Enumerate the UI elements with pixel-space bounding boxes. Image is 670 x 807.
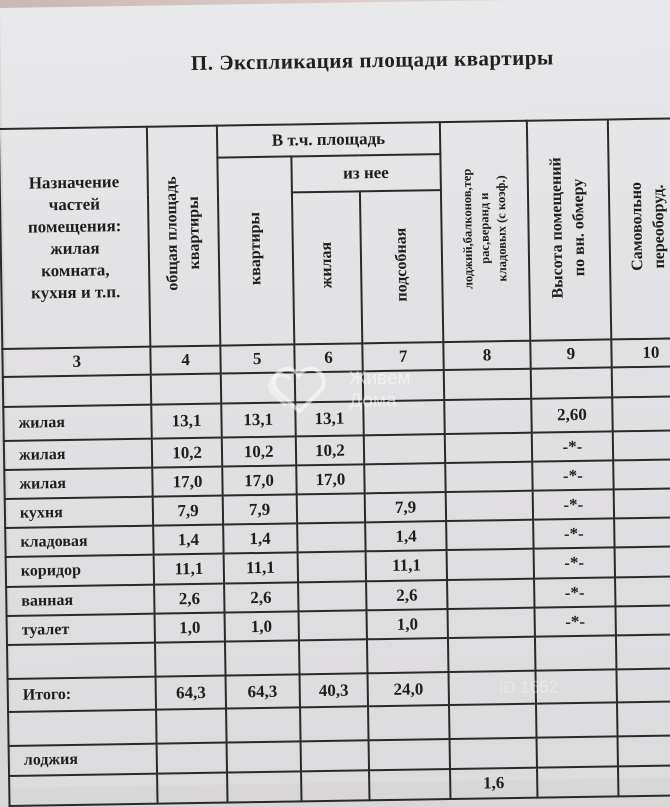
auxiliary-area <box>364 434 445 464</box>
table-body <box>3 366 670 806</box>
loggia-area <box>446 491 533 521</box>
loggia-area <box>445 433 532 463</box>
room-name: Итого: <box>8 677 157 712</box>
unauthorized-mark <box>614 546 670 577</box>
ceiling-height <box>531 367 612 398</box>
column-number: 5 <box>220 344 294 373</box>
header-incl-area: В т.ч. площадь <box>217 122 441 158</box>
header-total-area-line1: общая площадь <box>162 176 182 292</box>
header-purpose-line: жилая <box>50 238 100 259</box>
loggia-area <box>447 579 534 609</box>
auxiliary-area: 1,4 <box>366 521 447 551</box>
living-area <box>298 610 367 640</box>
loggia-area <box>445 462 532 492</box>
unauthorized-mark <box>616 634 670 669</box>
watermark-line1: Живем <box>348 367 411 390</box>
total-area <box>155 642 225 677</box>
column-number: 8 <box>443 341 530 370</box>
apartment-area: 13,1 <box>221 402 295 437</box>
apartment-area: 2,6 <box>224 582 298 612</box>
total-area: 64,3 <box>156 676 226 710</box>
area-explication-table <box>0 117 670 807</box>
unauthorized-mark <box>615 605 670 635</box>
room-name: туалет <box>7 614 156 645</box>
ceiling-height <box>537 766 618 797</box>
column-number: 9 <box>530 339 611 368</box>
living-area: 10,2 <box>295 435 364 465</box>
auxiliary-area: 1,0 <box>367 609 448 639</box>
column-number: 6 <box>294 343 363 372</box>
ceiling-height: -*- <box>532 431 613 461</box>
ceiling-height <box>536 736 617 767</box>
apartment-area: 1,0 <box>224 611 298 641</box>
header-height <box>527 119 611 340</box>
total-area <box>151 374 221 405</box>
auxiliary-area: 7,9 <box>365 492 446 522</box>
room-name <box>7 643 156 679</box>
ceiling-height: -*- <box>534 606 615 636</box>
room-name: жилая <box>3 405 152 441</box>
loggia-area <box>449 704 537 739</box>
total-area: 1,4 <box>154 525 224 555</box>
header-loggias <box>440 121 530 342</box>
column-number: 3 <box>2 347 151 377</box>
ceiling-height: -*- <box>534 577 615 607</box>
room-name <box>8 710 157 746</box>
living-area <box>300 740 369 771</box>
ceiling-height: -*- <box>533 518 614 548</box>
header-purpose-line: помещения: <box>27 216 122 237</box>
ceiling-height: -*- <box>534 547 615 578</box>
apartment-area <box>226 707 300 742</box>
auxiliary-area: 24,0 <box>368 672 449 706</box>
header-purpose-line: комната, <box>40 260 110 281</box>
loggia-area <box>444 399 532 434</box>
watermark-line2: Дома <box>349 389 397 412</box>
header-apartment-text: квартиры <box>245 211 265 286</box>
living-area <box>297 522 366 552</box>
auxiliary-area <box>369 739 450 770</box>
apartment-area: 64,3 <box>225 674 299 708</box>
living-area <box>301 770 370 801</box>
room-name <box>9 774 158 806</box>
unauthorized-mark <box>615 576 670 606</box>
loggia-area: 1,6 <box>450 768 537 799</box>
header-height-line1: Высота помещений <box>547 156 568 299</box>
apartment-area: 17,0 <box>222 465 296 495</box>
loggia-area <box>450 738 537 769</box>
total-area: 10,2 <box>152 438 222 468</box>
header-living-text: жилая <box>317 242 336 289</box>
auxiliary-area: 11,1 <box>366 550 447 581</box>
header-loggias-line: лоджий,балконов,тер <box>459 168 476 290</box>
header-loggias-line: рас,веранд и <box>476 193 493 265</box>
living-area <box>298 581 367 611</box>
ceiling-height <box>535 635 616 670</box>
header-purpose-line: кухня и т.п. <box>30 282 121 303</box>
auxiliary-area <box>363 370 444 401</box>
loggia-area <box>448 671 536 705</box>
header-apartment <box>217 156 294 345</box>
unauthorized-mark <box>614 488 670 518</box>
header-unauthorized <box>608 118 670 339</box>
room-name: жилая <box>4 468 153 499</box>
watermark-id: ID 1652 <box>498 677 559 698</box>
unauthorized-mark <box>613 430 670 460</box>
room-name: лоджия <box>9 744 158 776</box>
ceiling-height <box>536 702 617 737</box>
unauthorized-mark <box>612 366 670 397</box>
apartment-area <box>221 372 295 403</box>
total-area: 2,6 <box>155 584 225 614</box>
room-name: кладовая <box>5 526 154 557</box>
living-area <box>294 371 363 402</box>
header-total-area <box>147 126 220 347</box>
auxiliary-area: 2,6 <box>366 580 447 610</box>
header-purpose-line: частей <box>48 194 101 215</box>
apartment-area: 11,1 <box>223 552 297 583</box>
total-area <box>156 709 226 744</box>
unauthorized-mark <box>614 517 670 547</box>
unauthorized-mark <box>617 701 670 736</box>
loggia-area <box>447 549 534 580</box>
header-unauthorized-line2: переоборуд. <box>650 184 669 269</box>
header-auxiliary-text: подсобная <box>392 227 411 302</box>
living-area <box>298 639 367 674</box>
header-living <box>291 191 362 344</box>
unauthorized-mark <box>613 459 670 489</box>
total-area: 13,1 <box>152 404 222 439</box>
header-unauthorized-line1: Самовольно <box>628 181 647 272</box>
living-area <box>297 551 366 582</box>
living-area: 17,0 <box>296 464 365 494</box>
document-title: П. Экспликация площади квартиры <box>190 45 555 76</box>
column-number: 10 <box>611 338 670 367</box>
header-loggias-line: кладовых (с коэф.) <box>493 175 510 282</box>
unauthorized-mark <box>616 668 670 702</box>
header-total-area-line2: квартиры <box>185 196 204 271</box>
unauthorized-mark <box>612 396 670 431</box>
total-area: 17,0 <box>153 467 223 497</box>
apartment-area: 1,4 <box>223 523 297 553</box>
ceiling-height: -*- <box>533 489 614 519</box>
header-purpose-line: Назначение <box>28 172 120 193</box>
column-number: 7 <box>363 342 444 371</box>
apartment-area: 7,9 <box>222 494 296 524</box>
auxiliary-area <box>365 463 446 493</box>
auxiliary-area <box>369 769 450 800</box>
unauthorized-mark <box>617 735 670 766</box>
ceiling-height: -*- <box>532 460 613 490</box>
loggia-area <box>448 637 536 672</box>
room-name: жилая <box>4 439 153 470</box>
header-height-line2: по вн. обмеру <box>570 178 589 277</box>
total-area: 11,1 <box>154 554 224 585</box>
loggia-area <box>444 369 531 400</box>
apartment-area <box>225 640 299 675</box>
total-area <box>157 773 227 804</box>
total-area: 1,0 <box>155 613 225 643</box>
total-area: 7,9 <box>153 496 223 526</box>
loggia-area <box>446 520 533 550</box>
column-number: 4 <box>151 346 221 375</box>
auxiliary-area <box>367 638 448 673</box>
apartment-area: 10,2 <box>222 436 296 466</box>
auxiliary-area <box>368 705 449 740</box>
header-auxiliary <box>360 190 443 343</box>
ceiling-height: 2,60 <box>531 397 612 432</box>
living-area <box>296 493 365 523</box>
header-purpose <box>0 127 151 349</box>
total-area <box>157 743 227 774</box>
room-name <box>3 375 152 407</box>
auxiliary-area <box>364 400 445 435</box>
room-name: коридор <box>6 555 155 587</box>
apartment-area <box>227 771 301 802</box>
header-of-which: из нее <box>291 154 441 192</box>
unauthorized-mark <box>618 765 670 796</box>
room-name: ванная <box>6 585 155 616</box>
ceiling-height <box>535 669 616 703</box>
room-name: кухня <box>5 497 154 528</box>
living-area <box>300 706 369 741</box>
loggia-area <box>447 608 534 638</box>
living-area: 13,1 <box>295 401 364 436</box>
living-area: 40,3 <box>299 673 368 707</box>
